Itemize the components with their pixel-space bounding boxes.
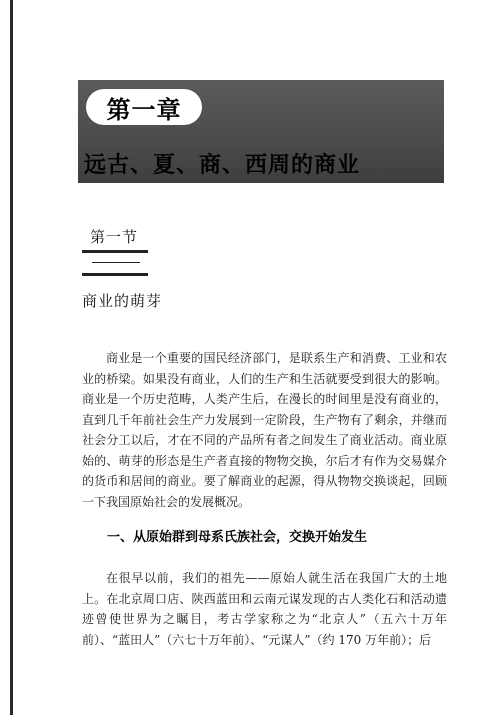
chapter-number: 第一章 xyxy=(106,95,182,124)
section-rule-bottom xyxy=(82,273,148,276)
section-rule-middle xyxy=(92,262,140,263)
page-binding-edge xyxy=(10,0,13,715)
section-rule-top xyxy=(82,250,148,253)
intro-paragraph: 商业是一个重要的国民经济部门，是联系生产和消费、工业和农业的桥梁。如果没有商业，人们的生产和生活就要受到很大的影响。商业是一个历史范畴，人类产生后，在漫长的时间里是没有商业的，直到几千年前社会生产力发展到一定阶段，生产物有了剩余，并继而社会分工以后，才在不同的产品所有者之间发生了商业活动。商业原始的、萌芽的形态是生产者直接的物物交换，尔后才有作为交易媒介的货币和居间的商业。要了解商业的起源，得从物物交换谈起，回顾一下我国原始社会的发展概况。 xyxy=(82,351,447,509)
section-title: 商业的萌芽 xyxy=(82,292,163,310)
chapter-title: 远古、夏、商、西周的商业 xyxy=(84,153,361,178)
second-paragraph: 在很早以前，我们的祖先——原始人就生活在我国广大的土地上。在北京周口店、陕西蓝田和云南元谋发现的古人类化石和活动遗迹曾使世界为之瞩目，考古学家称之为“北京人”（五六十万年前）、“蓝田人”（六七十万年前）、“元谋人”（约 170 万年前）；后 xyxy=(82,571,447,647)
chapter-number-badge xyxy=(86,89,202,125)
section-label: 第一节 xyxy=(90,228,139,246)
subsection-heading: 一、从原始群到母系氏族社会，交换开始发生 xyxy=(107,530,368,545)
